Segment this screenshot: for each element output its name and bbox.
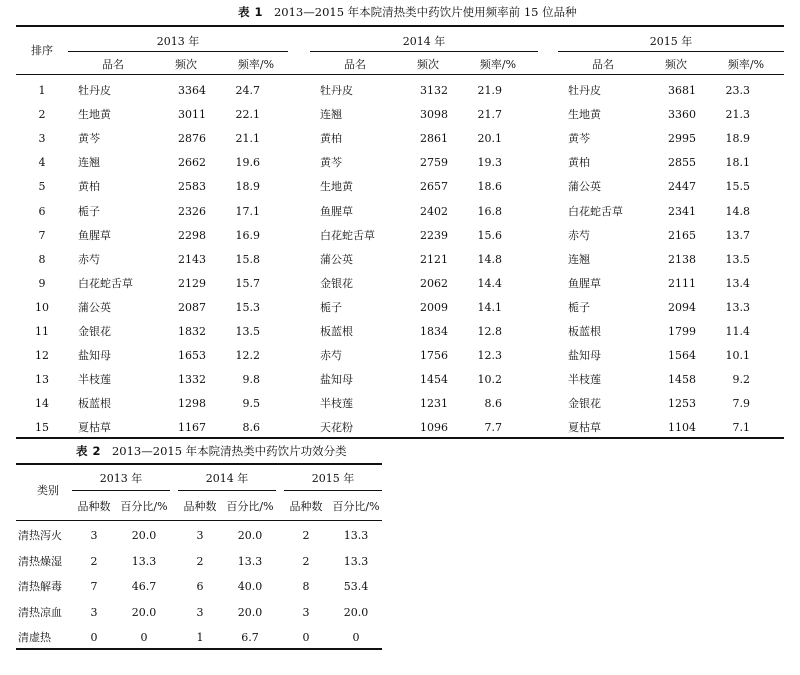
table1-rate-cell: 17.1 <box>235 204 260 218</box>
table1-name-cell: 鱼腥草 <box>78 228 111 242</box>
table1-rank-cell: 15 <box>35 421 49 435</box>
table1-name-cell: 盐知母 <box>568 349 601 363</box>
table1-year-rule-2014 <box>310 51 538 52</box>
table2-category-header: 类别 <box>37 484 59 497</box>
table2-percent-cell: 6.7 <box>241 631 259 644</box>
table1-freq-cell: 1834 <box>420 325 448 338</box>
table2-col-count-header: 品种数 <box>183 500 217 513</box>
table1-rate-cell: 23.3 <box>725 84 750 97</box>
table1-name-cell: 天花粉 <box>320 421 353 435</box>
table1-name-cell: 金银花 <box>320 276 353 290</box>
table2-percent-cell: 13.3 <box>131 554 157 568</box>
table1-rate-cell: 8.6 <box>484 397 502 411</box>
table1-freq-cell: 2326 <box>178 204 206 218</box>
table2-count-cell: 2 <box>302 529 310 542</box>
table1-name-cell: 连翘 <box>78 156 100 170</box>
table2-caption-text: 2013—2015 年本院清热类中药饮片功效分类 <box>111 444 347 458</box>
table1-rate-cell: 18.9 <box>235 180 260 194</box>
table1-freq-cell: 2129 <box>178 276 206 290</box>
table1-name-cell: 生地黄 <box>320 180 353 194</box>
table1-name-cell: 板蓝根 <box>78 397 111 411</box>
table1-col-rate-header: 频率/% <box>237 58 275 71</box>
table1-freq-cell: 2138 <box>668 252 696 266</box>
table2-category-cell: 清热泻火 <box>18 529 62 542</box>
table1-rate-cell: 18.9 <box>725 132 750 146</box>
table1-freq-cell: 2447 <box>668 180 696 194</box>
table1-freq-cell: 2121 <box>420 252 448 266</box>
table1-col-name-header: 品名 <box>344 58 366 71</box>
table1-name-cell: 牡丹皮 <box>568 84 601 97</box>
table1-rate-cell: 24.7 <box>235 84 260 97</box>
table1-name-cell: 生地黄 <box>568 108 601 122</box>
table1-rate-cell: 19.3 <box>477 156 502 170</box>
table2-percent-cell: 0 <box>140 631 148 644</box>
table1-rate-cell: 13.5 <box>235 325 260 338</box>
table1-freq-cell: 1298 <box>178 397 206 411</box>
table1-col-freq-header: 频次 <box>175 58 197 71</box>
table1-name-cell: 板蓝根 <box>320 325 353 338</box>
table1-freq-cell: 2094 <box>668 300 696 314</box>
table1-freq-cell: 1167 <box>178 421 206 435</box>
table1-year-2014: 2014 年 <box>402 35 446 48</box>
table2-col-count-header: 品种数 <box>77 500 111 513</box>
table1-freq-cell: 1096 <box>420 421 448 435</box>
table1-rate-cell: 21.7 <box>477 108 502 122</box>
table1-freq-cell: 3360 <box>668 108 696 122</box>
table1-freq-cell: 3364 <box>178 84 206 97</box>
table1-rate-cell: 16.8 <box>477 204 502 218</box>
table2-percent-cell: 20.0 <box>131 529 157 542</box>
table1-rate-cell: 11.4 <box>725 325 750 338</box>
table2-percent-cell: 20.0 <box>237 529 263 542</box>
table1-rate-cell: 7.9 <box>732 397 750 411</box>
table1-year-2013: 2013 年 <box>156 35 200 48</box>
table2-year-rule-2013 <box>72 490 170 491</box>
table1-name-cell: 黄柏 <box>78 180 100 194</box>
table1-name-cell: 赤芍 <box>320 349 342 363</box>
table1-rate-cell: 8.6 <box>242 421 260 435</box>
table1-freq-cell: 1253 <box>668 397 696 411</box>
table2-count-cell: 1 <box>196 631 204 644</box>
table2-bottom-rule <box>16 648 382 650</box>
table2-percent-cell: 53.4 <box>343 580 369 593</box>
table1-rate-cell: 21.3 <box>725 108 750 122</box>
table2-count-cell: 0 <box>90 631 98 644</box>
table1-rate-cell: 18.6 <box>477 180 502 194</box>
table1-rate-cell: 12.2 <box>235 349 260 363</box>
table1-rate-cell: 15.5 <box>725 180 750 194</box>
table1-rate-cell: 19.6 <box>235 156 260 170</box>
table1-rate-cell: 16.9 <box>235 228 260 242</box>
table1-freq-cell: 3011 <box>178 108 206 122</box>
table1-bottom-rule <box>16 437 784 439</box>
table1-name-cell: 黄柏 <box>568 156 590 170</box>
table1-freq-cell: 2657 <box>420 180 448 194</box>
table2-count-cell: 3 <box>90 605 98 619</box>
table1-rate-cell: 13.5 <box>725 252 750 266</box>
table2-year-rule-2014 <box>178 490 276 491</box>
table1-year-2015: 2015 年 <box>649 35 693 48</box>
table1-name-cell: 鱼腥草 <box>320 204 353 218</box>
table2-percent-cell: 13.3 <box>343 529 369 542</box>
table1-freq-cell: 1332 <box>178 373 206 387</box>
table1-rate-cell: 15.6 <box>477 228 502 242</box>
table1-rank-cell: 12 <box>35 349 49 363</box>
table1-rate-cell: 7.7 <box>484 421 502 435</box>
table2-count-cell: 2 <box>90 554 98 568</box>
table1-rank-cell: 3 <box>38 132 46 146</box>
table2-percent-cell: 13.3 <box>237 554 263 568</box>
table1-rate-cell: 14.8 <box>725 204 750 218</box>
table1-freq-cell: 1564 <box>668 349 696 363</box>
table1-rate-cell: 10.1 <box>725 349 750 363</box>
table1-freq-cell: 2861 <box>420 132 448 146</box>
table1-name-cell: 金银花 <box>78 325 111 338</box>
table2-label: 表 2 <box>76 444 102 458</box>
table1-year-rule-2013 <box>68 51 288 52</box>
table1-rank-cell: 1 <box>38 84 46 97</box>
table1-rate-cell: 9.8 <box>242 373 260 387</box>
table1-name-cell: 白花蛇舌草 <box>78 276 133 290</box>
table1-name-cell: 黄芩 <box>568 132 590 146</box>
table1-freq-cell: 2165 <box>668 228 696 242</box>
table1-freq-cell: 1458 <box>668 373 696 387</box>
table1-freq-cell: 1832 <box>178 325 206 338</box>
table2-percent-cell: 20.0 <box>131 605 157 619</box>
table2-caption <box>76 443 347 459</box>
table2-percent-cell: 20.0 <box>343 605 369 619</box>
table1-rate-cell: 20.1 <box>477 132 502 146</box>
table2-count-cell: 3 <box>90 529 98 542</box>
table1-rate-cell: 22.1 <box>235 108 260 122</box>
table1-rate-cell: 15.7 <box>235 276 260 290</box>
table2-count-cell: 2 <box>196 554 204 568</box>
table1-freq-cell: 2087 <box>178 300 206 314</box>
table1-name-cell: 黄芩 <box>320 156 342 170</box>
table2-percent-cell: 13.3 <box>343 554 369 568</box>
table1-year-rule-2015 <box>558 51 784 52</box>
table1-rate-cell: 13.7 <box>725 228 750 242</box>
table1-freq-cell: 2062 <box>420 276 448 290</box>
table1-freq-cell: 2239 <box>420 228 448 242</box>
table1-name-cell: 夏枯草 <box>78 421 111 435</box>
table2-percent-cell: 20.0 <box>237 605 263 619</box>
table1-rate-cell: 15.8 <box>235 252 260 266</box>
table2-year-rule-2015 <box>284 490 382 491</box>
table2-col-count-header: 品种数 <box>289 500 323 513</box>
table1-rate-cell: 9.5 <box>242 397 260 411</box>
table1-freq-cell: 2662 <box>178 156 206 170</box>
table1-name-cell: 赤芍 <box>568 228 590 242</box>
table1-name-cell: 蒲公英 <box>78 300 111 314</box>
table2-count-cell: 0 <box>302 631 310 644</box>
table1-rank-cell: 5 <box>38 180 46 194</box>
table1-rate-cell: 14.4 <box>477 276 502 290</box>
table2-header-rule <box>16 520 382 521</box>
table1-freq-cell: 1756 <box>420 349 448 363</box>
table1-rank-cell: 6 <box>38 204 46 218</box>
table1-name-cell: 栀子 <box>568 300 590 314</box>
table1-name-cell: 金银花 <box>568 397 601 411</box>
table1-rate-cell: 13.3 <box>725 300 750 314</box>
table1-name-cell: 盐知母 <box>320 373 353 387</box>
table1-name-cell: 半枝莲 <box>320 397 353 411</box>
table1-top-rule <box>16 25 784 27</box>
table2-category-cell: 清热凉血 <box>18 605 62 619</box>
table1-rate-cell: 12.3 <box>477 349 502 363</box>
table1-rank-cell: 8 <box>38 252 46 266</box>
table1-name-cell: 牡丹皮 <box>78 84 111 97</box>
table1-freq-cell: 2583 <box>178 180 206 194</box>
table1-freq-cell: 1454 <box>420 373 448 387</box>
table1-col-name-header: 品名 <box>102 58 124 71</box>
table1-rank-header: 排序 <box>31 44 53 57</box>
table1-name-cell: 连翘 <box>568 252 590 266</box>
table1-rate-cell: 14.1 <box>477 300 502 314</box>
table1-col-freq-header: 频次 <box>417 58 439 71</box>
table1-name-cell: 蒲公英 <box>320 252 353 266</box>
table1-col-rate-header: 频率/% <box>727 58 765 71</box>
table1-freq-cell: 2341 <box>668 204 696 218</box>
table1-freq-cell: 2995 <box>668 132 696 146</box>
table1-rank-cell: 11 <box>35 325 49 338</box>
table1-freq-cell: 1653 <box>178 349 206 363</box>
table1-name-cell: 黄柏 <box>320 132 342 146</box>
table1-freq-cell: 1104 <box>668 421 696 435</box>
table2-col-percent-header: 百分比/% <box>332 500 380 513</box>
table1-name-cell: 栀子 <box>320 300 342 314</box>
table2-year-2014: 2014 年 <box>205 472 249 485</box>
table2-count-cell: 3 <box>196 529 204 542</box>
table1-freq-cell: 2855 <box>668 156 696 170</box>
table2-count-cell: 8 <box>302 580 310 593</box>
table1-freq-cell: 1231 <box>420 397 448 411</box>
table1-label: 表 1 <box>238 5 264 19</box>
table2-col-percent-header: 百分比/% <box>120 500 168 513</box>
table1-rate-cell: 15.3 <box>235 300 260 314</box>
table1-freq-cell: 2876 <box>178 132 206 146</box>
table2-year-2013: 2013 年 <box>99 472 143 485</box>
table2-top-rule <box>16 463 382 465</box>
table1-rank-cell: 4 <box>38 156 46 170</box>
table2-count-cell: 6 <box>196 580 204 593</box>
table1-name-cell: 鱼腥草 <box>568 276 601 290</box>
table1-freq-cell: 1799 <box>668 325 696 338</box>
table1-header-rule <box>16 74 784 75</box>
table1-caption <box>238 4 577 20</box>
table1-name-cell: 夏枯草 <box>568 421 601 435</box>
table1-rank-cell: 14 <box>35 397 49 411</box>
table1-rate-cell: 12.8 <box>477 325 502 338</box>
table1-name-cell: 生地黄 <box>78 108 111 122</box>
table1-name-cell: 牡丹皮 <box>320 84 353 97</box>
table2-percent-cell: 0 <box>352 631 360 644</box>
table2-count-cell: 3 <box>196 605 204 619</box>
table1-rank-cell: 9 <box>38 276 46 290</box>
table1-rate-cell: 7.1 <box>732 421 750 435</box>
table1-freq-cell: 2402 <box>420 204 448 218</box>
table1-name-cell: 半枝莲 <box>568 373 601 387</box>
table1-rate-cell: 18.1 <box>725 156 750 170</box>
table1-rate-cell: 21.9 <box>477 84 502 97</box>
table1-freq-cell: 2759 <box>420 156 448 170</box>
table1-freq-cell: 2143 <box>178 252 206 266</box>
table2-category-cell: 清虚热 <box>18 631 51 644</box>
table1-name-cell: 白花蛇舌草 <box>568 204 623 218</box>
table1-freq-cell: 2111 <box>668 276 696 290</box>
table1-rank-cell: 2 <box>38 108 46 122</box>
table1-name-cell: 赤芍 <box>78 252 100 266</box>
table2-percent-cell: 40.0 <box>237 580 263 593</box>
table1-rate-cell: 21.1 <box>235 132 260 146</box>
table1-col-rate-header: 频率/% <box>479 58 517 71</box>
table1-rate-cell: 14.8 <box>477 252 502 266</box>
table1-freq-cell: 2009 <box>420 300 448 314</box>
table1-freq-cell: 3132 <box>420 84 448 97</box>
table1-rate-cell: 13.4 <box>725 276 750 290</box>
table1-rank-cell: 10 <box>35 300 49 314</box>
table2-category-cell: 清热解毒 <box>18 580 62 593</box>
table1-rate-cell: 9.2 <box>732 373 750 387</box>
table2-percent-cell: 46.7 <box>131 580 157 593</box>
table1-name-cell: 蒲公英 <box>568 180 601 194</box>
table2-count-cell: 7 <box>90 580 98 593</box>
table2-col-percent-header: 百分比/% <box>226 500 274 513</box>
table1-name-cell: 栀子 <box>78 204 100 218</box>
table1-name-cell: 板蓝根 <box>568 325 601 338</box>
table1-rank-cell: 13 <box>35 373 49 387</box>
table1-rate-cell: 10.2 <box>477 373 502 387</box>
table1-col-name-header: 品名 <box>592 58 614 71</box>
table1-freq-cell: 2298 <box>178 228 206 242</box>
table2-count-cell: 3 <box>302 605 310 619</box>
table1-col-freq-header: 频次 <box>665 58 687 71</box>
table1-caption-text: 2013—2015 年本院清热类中药饮片使用频率前 15 位品种 <box>273 5 577 19</box>
table1-name-cell: 盐知母 <box>78 349 111 363</box>
table1-rank-cell: 7 <box>38 228 46 242</box>
table2-count-cell: 2 <box>302 554 310 568</box>
table1-name-cell: 白花蛇舌草 <box>320 228 375 242</box>
table1-freq-cell: 3681 <box>668 84 696 97</box>
table1-name-cell: 连翘 <box>320 108 342 122</box>
table1-name-cell: 半枝莲 <box>78 373 111 387</box>
table1-name-cell: 黄芩 <box>78 132 100 146</box>
table2-year-2015: 2015 年 <box>311 472 355 485</box>
table2-category-cell: 清热燥湿 <box>18 554 62 568</box>
table1-freq-cell: 3098 <box>420 108 448 122</box>
